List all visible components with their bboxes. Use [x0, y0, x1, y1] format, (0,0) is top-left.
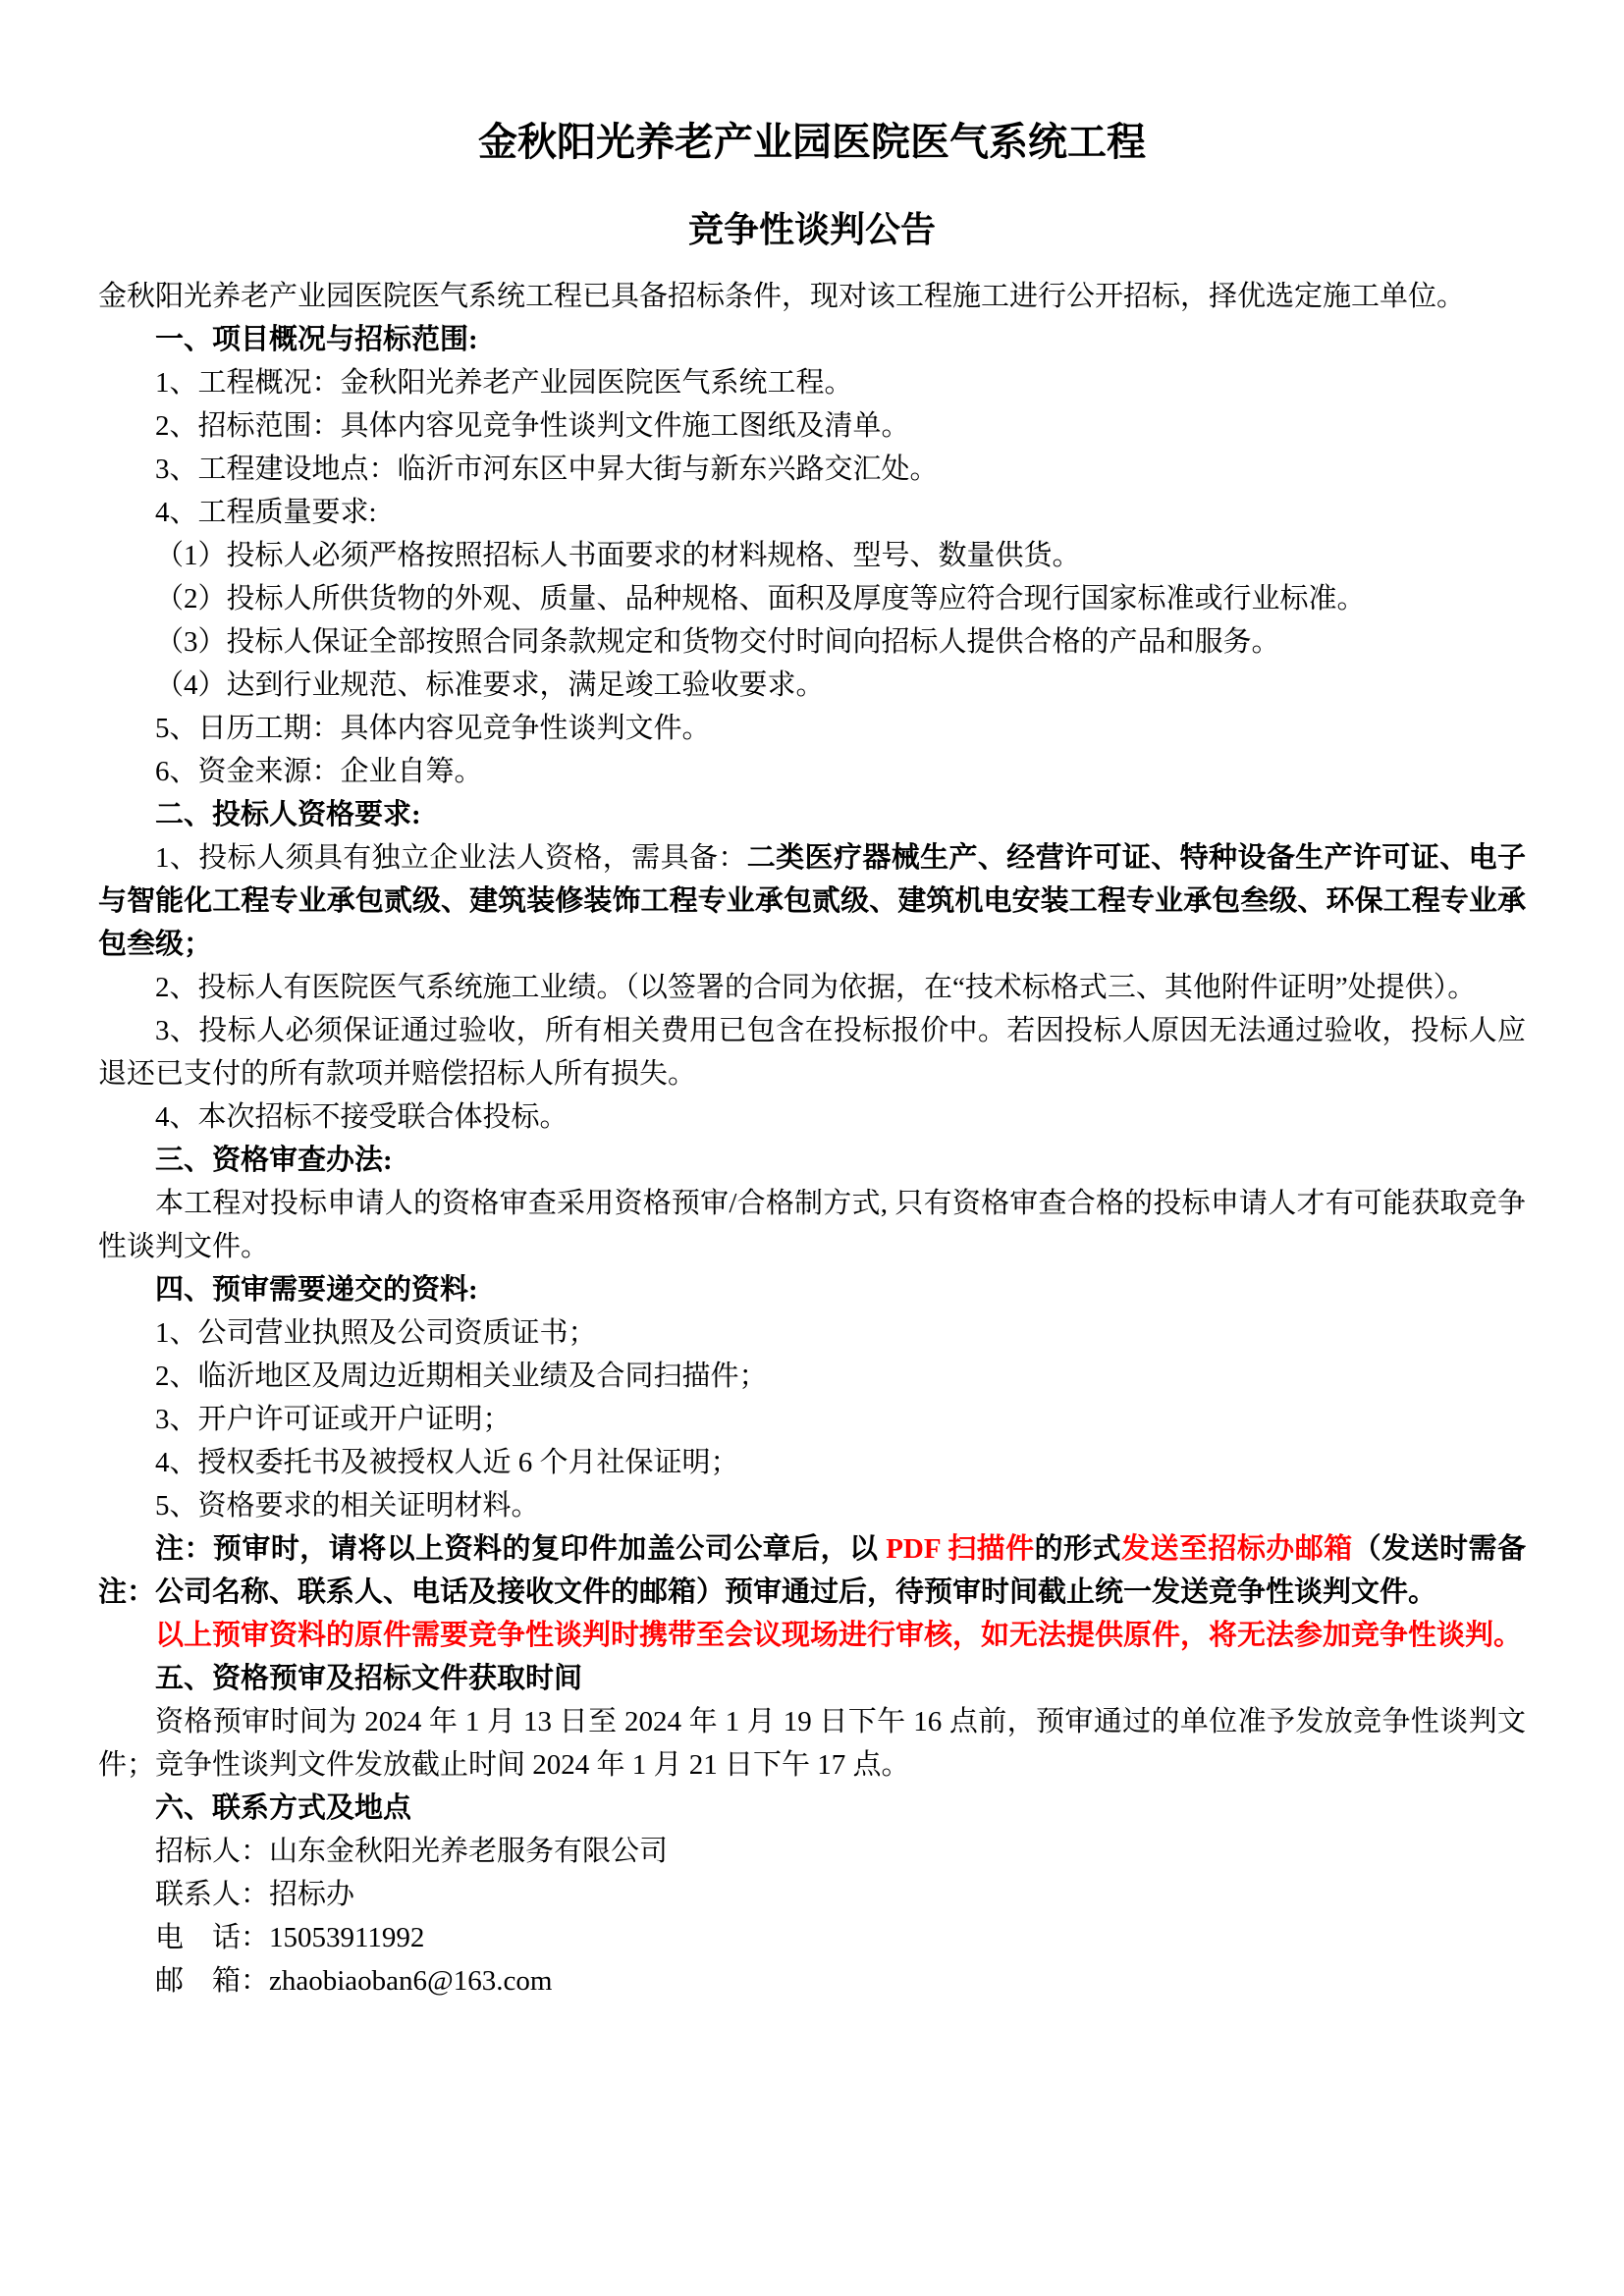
section5-body: 资格预审时间为 2024 年 1 月 13 日至 2024 年 1 月 19 日下午 16 点前，预审通过的单位准予发放竞争性谈判文件；竞争性谈判文件发放截止时间 2024 年 1 月 21 日下午 17 点。 — [98, 1706, 1526, 1781]
note-send-mailbox-highlight: 发送至招标办邮箱 — [1120, 1533, 1353, 1565]
section1-item-scope: 2、招标范围：具体内容见竞争性谈判文件施工图纸及清单。 — [155, 410, 910, 442]
section4-item-performance: 2、临沂地区及周边近期相关业绩及合同扫描件； — [155, 1361, 768, 1392]
section4-item-account: 3、开户许可证或开户证明； — [155, 1404, 512, 1435]
section1-subitem-1: （1）投标人必须严格按照招标人书面要求的材料规格、型号、数量供货。 — [155, 540, 1081, 571]
section4-heading: 四、预审需要递交的资料: — [155, 1274, 478, 1306]
section2-item-acceptance: 3、投标人必须保证通过验收，所有相关费用已包含在投标报价中。若因投标人原因无法通过验收，投标人应退还已支付的所有款项并赔偿招标人所有损失。 — [98, 1015, 1526, 1090]
section1-item-location: 3、工程建设地点：临沂市河东区中昇大街与新东兴路交汇处。 — [155, 454, 939, 485]
section6-heading: 六、联系方式及地点 — [155, 1792, 412, 1824]
contact-tenderer-line: 招标人：山东金秋阳光养老服务有限公司 — [155, 1836, 669, 1867]
section1-item-funding: 6、资金来源：企业自筹。 — [155, 756, 483, 787]
qualification-intro-text: 1、投标人须具有独立企业法人资格，需具备： — [155, 842, 747, 874]
qualification-required-certs-text: 二类医疗器械生产、经营许可证、特种设备生产许可证、电子与智能化工程专业承包贰级、建筑装修装饰工程专业承包贰级、建筑机电安装工程专业承包叁级、环保工程专业承包叁级； — [98, 842, 1526, 960]
section2-heading: 二、投标人资格要求: — [155, 799, 421, 830]
note-text-2: 的形式 — [1034, 1533, 1121, 1565]
section4-item-license: 1、公司营业执照及公司资质证书； — [155, 1317, 597, 1349]
document-subtitle: 竞争性谈判公告 — [687, 210, 936, 249]
contact-phone-line: 电 话：15053911992 — [155, 1922, 425, 1953]
note-pdf-scan-highlight: PDF 扫描件 — [886, 1533, 1035, 1565]
section1-item-overview: 1、工程概况：金秋阳光养老产业园医院医气系统工程。 — [155, 367, 853, 399]
note-text-1: 注：预审时，请将以上资料的复印件加盖公司公章后，以 — [155, 1533, 887, 1565]
section5-heading: 五、资格预审及招标文件获取时间 — [155, 1663, 583, 1694]
section2-item-qualifications — [98, 836, 1526, 966]
section1-subitem-2: （2）投标人所供货物的外观、质量、品种规格、面积及厚度等应符合现行国家标准或行业标准。 — [155, 583, 1366, 614]
note-text-3: （发送时需备注：公司名称、联系人、电话及接收文件的邮箱）预审通过后，待预审时间截止统一发送竞争性谈判文件。 — [98, 1533, 1526, 1608]
section1-heading: 一、项目概况与招标范围: — [155, 324, 478, 355]
section1-item-schedule: 5、日历工期：具体内容见竞争性谈判文件。 — [155, 713, 711, 744]
section4-note-paragraph — [98, 1527, 1526, 1614]
section4-item-other-proof: 5、资格要求的相关证明材料。 — [155, 1490, 540, 1522]
section4-original-documents-warning: 以上预审资料的原件需要竞争性谈判时携带至会议现场进行审核，如无法提供原件，将无法参加竞争性谈判。 — [155, 1620, 1523, 1651]
section2-item-no-consortium: 4、本次招标不接受联合体投标。 — [155, 1101, 568, 1133]
contact-person-line: 联系人：招标办 — [155, 1879, 355, 1910]
section4-item-authorization: 4、授权委托书及被授权人近 6 个月社保证明； — [155, 1447, 739, 1478]
document-title: 金秋阳光养老产业园医院医气系统工程 — [478, 120, 1146, 164]
intro-paragraph: 金秋阳光养老产业园医院医气系统工程已具备招标条件，现对该工程施工进行公开招标，择优选定施工单位。 — [98, 281, 1466, 312]
section1-subitem-4: （4）达到行业规范、标准要求，满足竣工验收要求。 — [155, 669, 825, 701]
section1-item-quality: 4、工程质量要求: — [155, 497, 377, 528]
section1-subitem-3: （3）投标人保证全部按照合同条款规定和货物交付时间向招标人提供合格的产品和服务。 — [155, 626, 1280, 658]
section3-heading: 三、资格审查办法: — [155, 1145, 393, 1176]
contact-email-line: 邮 箱：zhaobiaoban6@163.com — [155, 1965, 553, 1997]
section3-body: 本工程对投标申请人的资格审查采用资格预审/合格制方式, 只有资格审查合格的投标申请人才有可能获取竞争性谈判文件。 — [98, 1188, 1526, 1262]
section2-item-experience: 2、投标人有医院医气系统施工业绩。（以签署的合同为依据，在“技术标格式三、其他附件证明”处提供）。 — [155, 972, 1477, 1003]
